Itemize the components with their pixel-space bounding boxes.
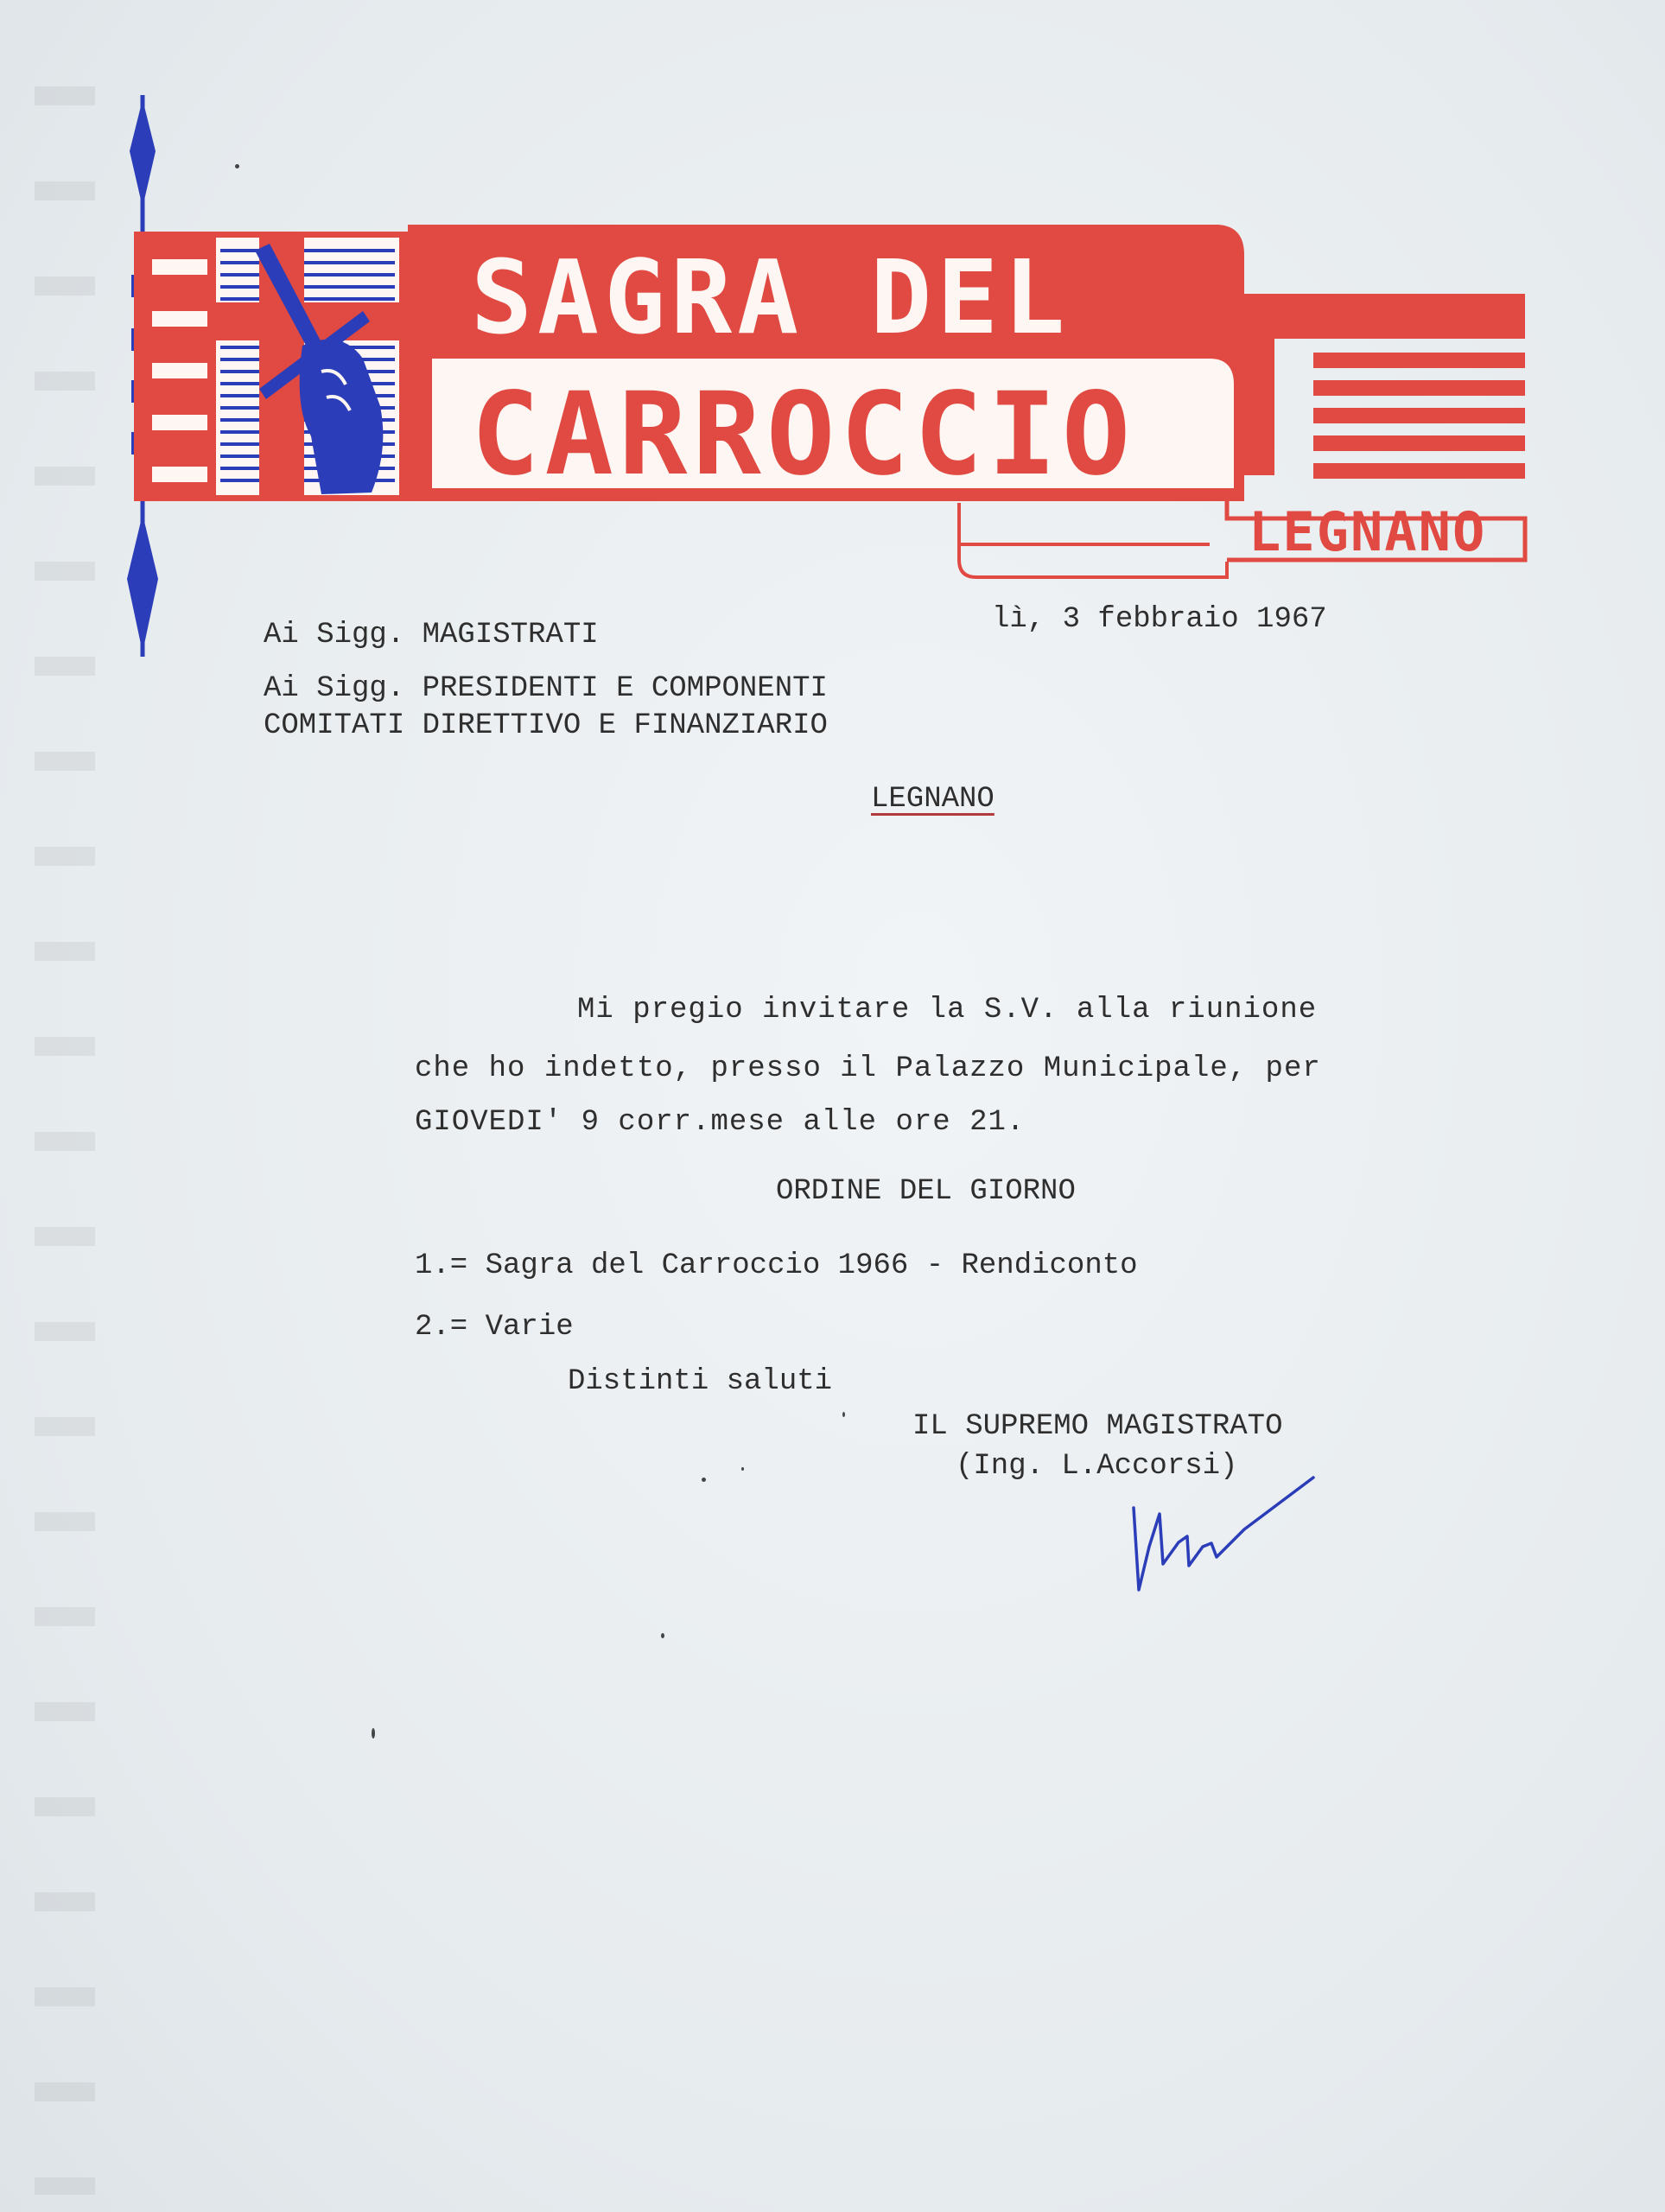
hand-holding-sword-icon (207, 232, 408, 501)
recipient-line-1: Ai Sigg. MAGISTRATI (264, 619, 599, 652)
paper-speck (372, 1728, 375, 1738)
body-line-3: GIOVEDI' 9 corr.mese alle ore 21. (415, 1106, 1026, 1139)
handwritten-signature (1115, 1460, 1339, 1607)
paper-speck (842, 1412, 845, 1417)
paper-speck (235, 164, 239, 168)
recipient-line-3: COMITATI DIRETTIVO E FINANZIARIO (264, 709, 828, 742)
banner-left (134, 232, 207, 501)
letter-date: lì, 3 febbraio 1967 (992, 603, 1327, 636)
city-heading: LEGNANO (871, 783, 995, 816)
signatory-name: (Ing. L.Accorsi) (956, 1450, 1238, 1483)
body-line-1: Mi pregio invitare la S.V. alla riunione (577, 994, 1318, 1027)
recipient-line-2: Ai Sigg. PRESIDENTI E COMPONENTI (264, 672, 828, 705)
agenda-item: 1.= Sagra del Carroccio 1966 - Rendiconto (415, 1249, 1138, 1282)
letterhead (0, 0, 1665, 674)
brand-title-line1: SAGRA DEL (471, 238, 1071, 357)
agenda-item: 2.= Varie (415, 1311, 574, 1344)
paper-speck (741, 1467, 744, 1471)
agenda-title: ORDINE DEL GIORNO (776, 1175, 1076, 1208)
brand-title-line2: CARROCCIO (471, 368, 1136, 501)
closing-salutation: Distinti saluti (568, 1365, 833, 1398)
paper-speck (702, 1478, 706, 1482)
paper-speck (661, 1633, 664, 1638)
signatory-title: IL SUPREMO MAGISTRATO (912, 1410, 1283, 1443)
brand-city: LEGNANO (1249, 500, 1487, 563)
body-line-2: che ho indetto, presso il Palazzo Municipale, per (415, 1052, 1321, 1085)
